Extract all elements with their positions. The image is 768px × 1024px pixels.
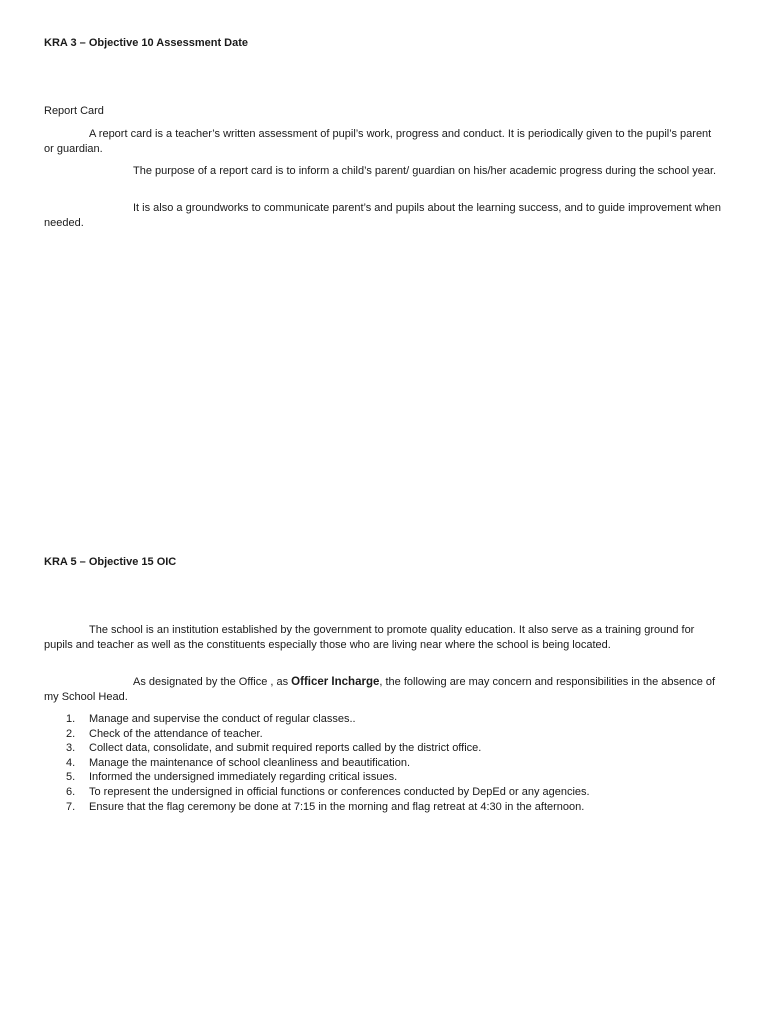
list-item-text: Manage and supervise the conduct of regular classes.. xyxy=(89,713,356,725)
list-item xyxy=(44,800,724,815)
officer-incharge-label: Officer Incharge xyxy=(291,676,380,688)
list-item-number: 6. xyxy=(66,785,76,798)
list-item xyxy=(44,741,724,756)
list-item-number: 1. xyxy=(66,713,76,725)
section1-subheading: Report Card xyxy=(44,105,104,117)
list-item xyxy=(44,785,724,800)
list-item-text: Manage the maintenance of school cleanliness and beautification. xyxy=(89,756,411,769)
list-item-number: 2. xyxy=(66,727,76,740)
section2-paragraph-2-after: , the following are may concern and responsibilities in the absence of my School Head. xyxy=(44,676,716,703)
section2-paragraph-1 xyxy=(44,623,724,652)
list-item-text: Collect data, consolidate, and submit required reports called by the district office. xyxy=(89,742,482,755)
section1-paragraph-1-text: A report card is a teacher’s written assessment of pupil’s work, progress and conduct. It is periodically given to the pupil’s parent or guardian. xyxy=(44,128,712,155)
section1-paragraph-1 xyxy=(44,127,724,156)
list-item xyxy=(44,756,724,771)
section1-paragraph-2-text: The purpose of a report card is to inform a child’s parent/ guardian on his/her academic progress during the school year. xyxy=(133,165,717,177)
section1-paragraph-3-text: It is also a groundworks to communicate parent’s and pupils about the learning success, and to guide improvement when needed. xyxy=(44,202,722,229)
list-item xyxy=(44,712,724,727)
list-item xyxy=(44,727,724,742)
list-item-text: To represent the undersigned in official functions or conferences conducted by DepEd or any agencies. xyxy=(89,785,590,798)
section1-paragraph-3 xyxy=(44,201,724,230)
section2-paragraph-1-text: The school is an institution established by the government to promote quality education. It also serve as a training ground for pupils and teacher as well as the constituents especially those who are living near where the school is being located. xyxy=(44,624,695,651)
list-item-text: Ensure that the flag ceremony be done at 7:15 in the morning and flag retreat at 4:30 in the afternoon. xyxy=(89,800,585,813)
list-item-text: Informed the undersigned immediately regarding critical issues. xyxy=(89,771,398,784)
list-item-number: 5. xyxy=(66,771,76,784)
section1-paragraph-2 xyxy=(44,164,724,179)
section2-heading: KRA 5 – Objective 15 OIC xyxy=(44,556,177,568)
section2-paragraph-2 xyxy=(44,675,724,704)
list-item xyxy=(44,770,724,785)
list-item-text: Check of the attendance of teacher. xyxy=(89,727,263,740)
list-item-number: 3. xyxy=(66,742,76,755)
section1-heading: KRA 3 – Objective 10 Assessment Date xyxy=(44,37,248,49)
section2-paragraph-2-before: As designated by the Office , as xyxy=(133,676,292,688)
list-item-number: 7. xyxy=(66,800,76,813)
responsibilities-list xyxy=(44,712,724,814)
list-item-number: 4. xyxy=(66,756,76,769)
